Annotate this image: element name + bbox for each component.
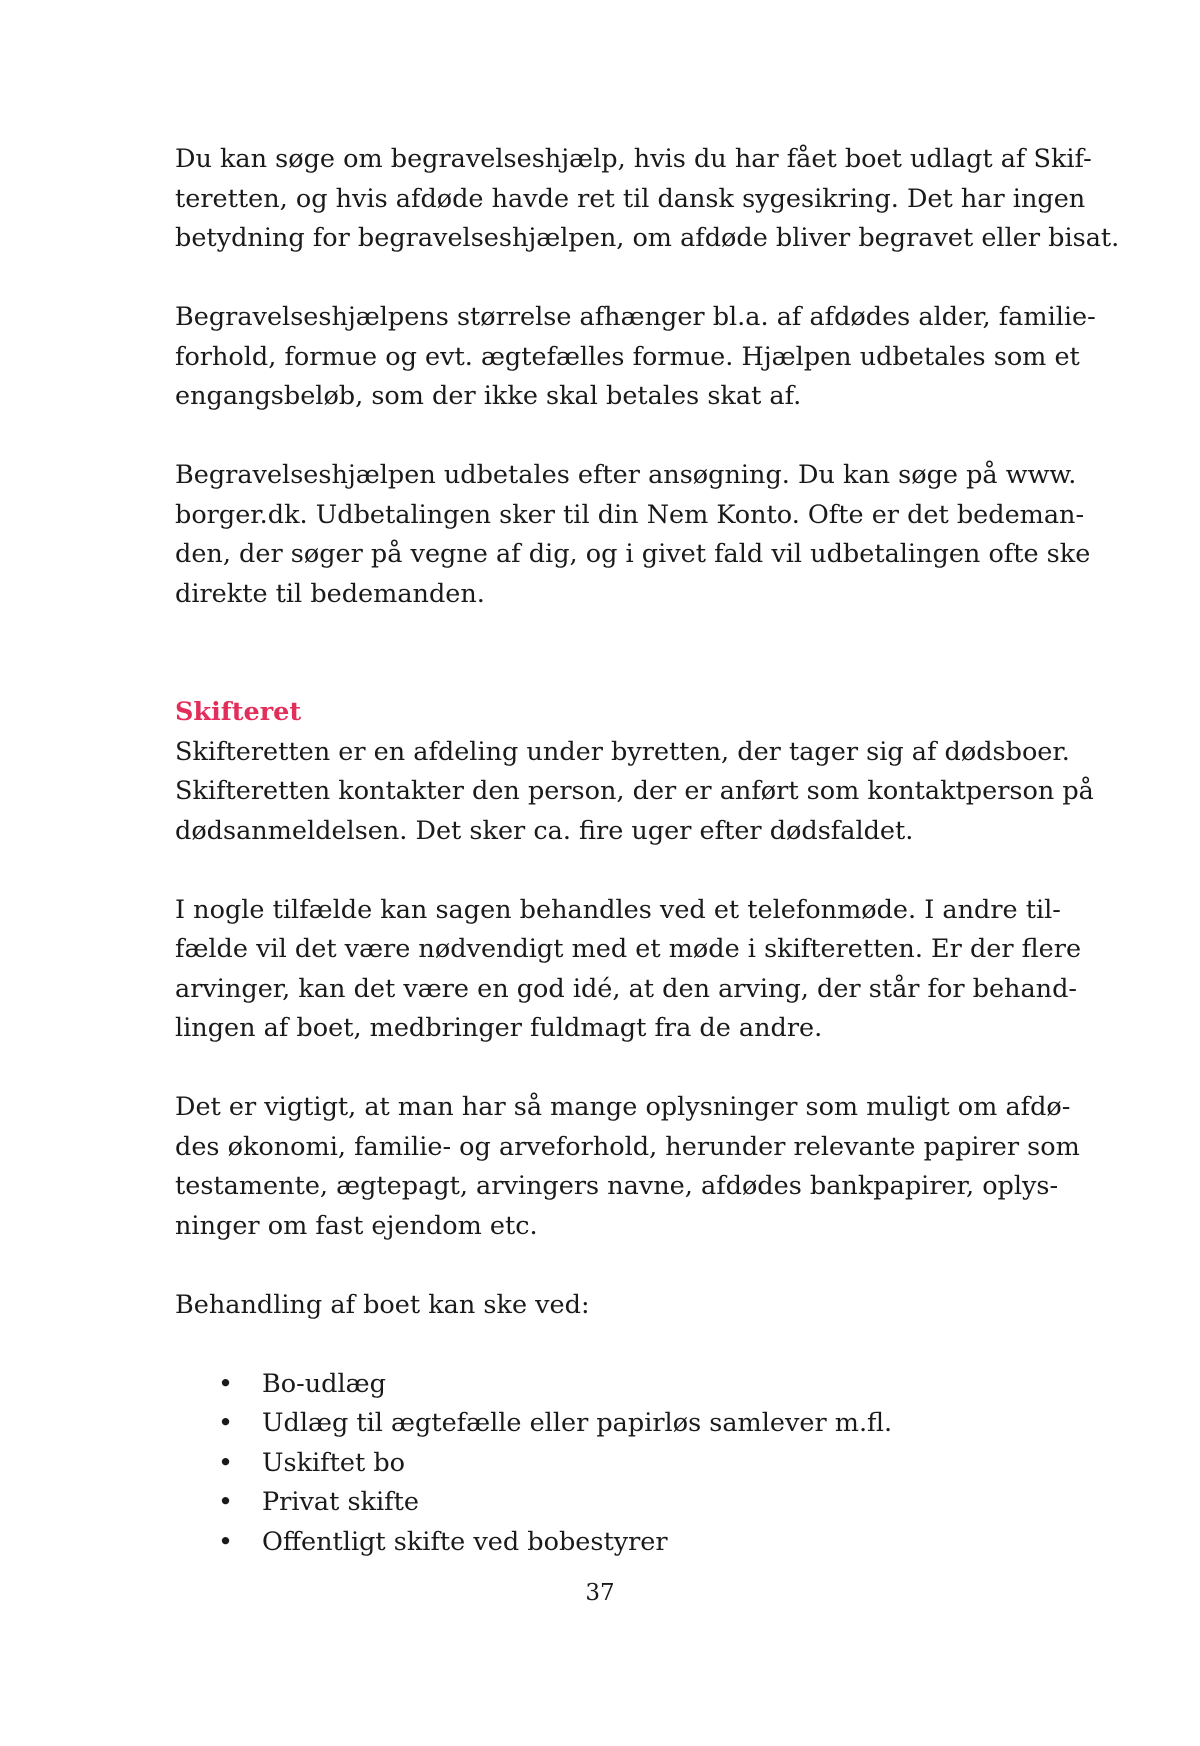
list-intro <box>175 1286 1053 1326</box>
list-item <box>175 1404 1053 1444</box>
paragraph-required-information <box>175 1088 1080 1246</box>
paragraph-funeral-assistance-amount <box>175 298 1096 417</box>
text-line: den, der søger på vegne af dig, og i givet fald vil udbetalingen ofte ske <box>175 539 1091 569</box>
text-line: Behandling af boet kan ske ved: <box>175 1289 590 1320</box>
text-line: dødsanmeldelsen. Det sker ca. fire uger efter dødsfaldet. <box>175 815 914 846</box>
section-heading-skifteret: Skifteret <box>175 697 302 727</box>
text-line: arvinger, kan det være en god idé, at den arving, der står for behand- <box>175 973 1078 1004</box>
text-line: Begravelseshjælpens størrelse afhænger bl.a. af afdødes alder, familie- <box>175 302 1096 332</box>
list-item-text: Uskiftet bo <box>262 1447 405 1478</box>
paragraph-spacer <box>175 417 1053 457</box>
text-line: lingen af boet, medbringer fuldmagt fra de andre. <box>175 1013 823 1043</box>
bullet-icon: • <box>218 1368 234 1399</box>
list-item-text: Privat skifte <box>262 1487 419 1517</box>
text-line: teretten, og hvis afdøde havde ret til dansk sygesikring. Det har ingen <box>175 183 1086 214</box>
paragraph-probate-court-intro <box>175 733 1094 852</box>
text-line: direkte til bedemanden. <box>175 578 485 609</box>
paragraph-funeral-assistance-eligibility <box>175 140 1120 259</box>
text-line: betydning for begravelseshjælpen, om afdøde bliver begravet eller bisat. <box>175 223 1120 253</box>
bullet-icon: • <box>218 1408 234 1438</box>
paragraph-spacer <box>175 1325 1053 1365</box>
text-line: forhold, formue og evt. ægtefælles formue. Hjælpen udbetales som et <box>175 341 1080 372</box>
list-item <box>175 1365 1053 1405</box>
text-line: fælde vil det være nødvendigt med et møde i skifteretten. Er der flere <box>175 934 1082 964</box>
estate-handling-options-list <box>175 1365 1053 1563</box>
paragraph-spacer <box>175 1049 1053 1089</box>
page-body <box>175 140 1120 1562</box>
paragraph-probate-meeting <box>175 891 1082 1049</box>
list-item-text: Offentligt skifte ved bobestyrer <box>262 1526 668 1557</box>
paragraph-spacer <box>175 851 1053 891</box>
paragraph-funeral-assistance-application <box>175 456 1091 614</box>
bullet-icon: • <box>218 1526 234 1557</box>
text-line: ninger om fast ejendom etc. <box>175 1210 538 1241</box>
text-line: testamente, ægtepagt, arvingers navne, afdødes bankpapirer, oplys- <box>175 1171 1059 1201</box>
page-number: 37 <box>585 1580 615 1606</box>
text-line: Du kan søge om begravelseshjælp, hvis du har fået boet udlagt af Skif- <box>175 144 1092 174</box>
text-line: engangsbeløb, som der ikke skal betales skat af. <box>175 381 802 411</box>
text-line: Det er vigtigt, at man har så mange oplysninger som muligt om afdø- <box>175 1092 1071 1122</box>
list-item <box>175 1483 1053 1523</box>
text-line: des økonomi, familie- og arveforhold, herunder relevante papirer som <box>175 1131 1080 1162</box>
bullet-icon: • <box>218 1447 234 1478</box>
text-line: Skifteretten er en afdeling under byretten, der tager sig af dødsboer. <box>175 736 1070 767</box>
list-item-text: Bo-udlæg <box>262 1368 386 1399</box>
text-line: I nogle tilfælde kan sagen behandles ved et telefonmøde. I andre til- <box>175 894 1061 925</box>
bullet-icon: • <box>218 1487 234 1517</box>
paragraph-spacer <box>175 259 1053 299</box>
list-item-text: Udlæg til ægtefælle eller papirløs samlever m.fl. <box>262 1408 893 1438</box>
paragraph-spacer <box>175 1246 1053 1286</box>
text-line: Skifteretten kontakter den person, der er anført som kontaktperson på <box>175 776 1094 806</box>
list-item <box>175 1523 1053 1563</box>
text-line: borger.dk. Udbetalingen sker til din Nem Konto. Ofte er det bedeman- <box>175 499 1085 530</box>
section-spacer <box>175 614 1053 693</box>
list-item <box>175 1444 1053 1484</box>
text-line: Begravelseshjælpen udbetales efter ansøgning. Du kan søge på www. <box>175 460 1077 490</box>
